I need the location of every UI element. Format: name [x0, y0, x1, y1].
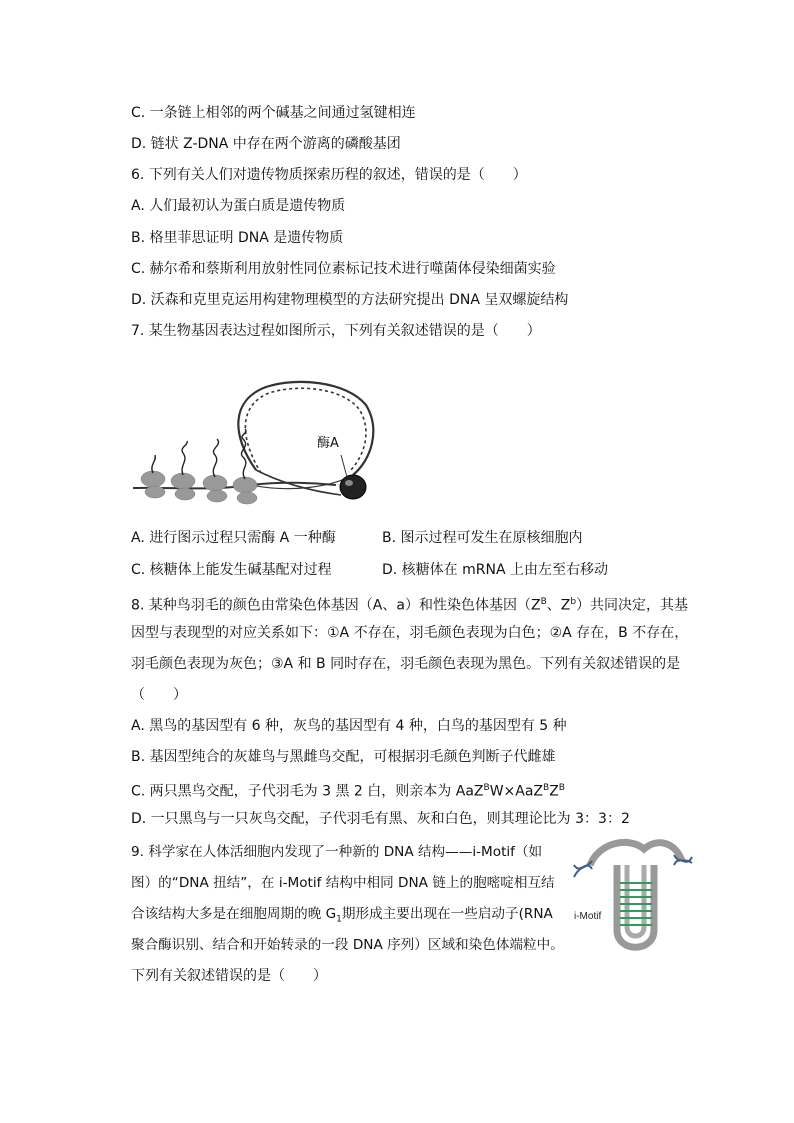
- q8-option-b: B. 基因型纯合的灰雄鸟与黑雌鸟交配，可根据羽毛颜色判断子代雌雄: [131, 749, 556, 765]
- q6-option-a: A. 人们最初认为蛋白质是遗传物质: [131, 198, 346, 214]
- q7-option-b: B. 图示过程可发生在原核细胞内: [382, 530, 583, 546]
- q6-option-d: D. 沃森和克里克运用构建物理模型的方法研究提出 DNA 呈双螺旋结构: [131, 292, 569, 308]
- q8-stem-line-1: 8. 某种鸟羽毛的颜色由常染色体基因（A、a）和性染色体基因（$Z^B$、$Z^b$）共同决定，其基: [131, 597, 689, 614]
- q8-stem-line-4: （ ）: [131, 687, 187, 703]
- q7-option-c: C. 核糖体上能发生碱基配对过程: [131, 562, 332, 578]
- i-motif-label: i-Motif: [574, 911, 602, 922]
- q9-stem-line-4: 聚合酶识别、结合和开始转录的一段 DNA 序列）区域和染色体端粒中。: [131, 937, 564, 953]
- q7-option-a: A. 进行图示过程只需酶 A 一种酶: [131, 530, 336, 546]
- q7-option-d: D. 核糖体在 mRNA 上由左至右移动: [382, 562, 608, 578]
- q6-option-b: B. 格里菲思证明 DNA 是遗传物质: [131, 230, 344, 246]
- q5-option-c: C. 一条链上相邻的两个碱基之间通过氢键相连: [131, 105, 416, 121]
- enzyme-a-label: 酶A: [317, 436, 339, 451]
- q8-stem-line-3: 羽毛颜色表现为灰色；③A 和 B 同时存在，羽毛颜色表现为黑色。下列有关叙述错误的是: [131, 656, 681, 672]
- q7-stem: 7. 某生物基因表达过程如图所示，下列有关叙述错误的是（ ）: [131, 323, 541, 339]
- q5-option-d: D. 链状 Z-DNA 中存在两个游离的磷酸基团: [131, 136, 401, 152]
- q8-option-c: C. 两只黑鸟交配，子代羽毛为 3 黑 2 白，则亲本为 $AaZ^BW\times AaZ^BZ^B$: [131, 783, 565, 800]
- q6-stem: 6. 下列有关人们对遗传物质探索历程的叙述，错误的是（ ）: [131, 167, 527, 183]
- i-motif-figure: [572, 835, 694, 965]
- gene-expression-figure: [131, 375, 386, 505]
- q9-stem-line-5: 下列有关叙述错误的是（ ）: [131, 968, 327, 984]
- q9-stem-line-2: 图）的“DNA 扭结”，在 i-Motif 结构中相同 DNA 链上的胞嘧啶相互结: [131, 875, 555, 891]
- q8-option-d: D. 一只黑鸟与一只灰鸟交配，子代羽毛有黑、灰和白色，则其理论比为 3：3：2: [131, 811, 630, 827]
- q9-stem-line-1: 9. 科学家在人体活细胞内发现了一种新的 DNA 结构——i-Motif（如: [131, 844, 543, 860]
- q8-option-a: A. 黑鸟的基因型有 6 种，灰鸟的基因型有 4 种，白鸟的基因型有 5 种: [131, 718, 567, 734]
- q9-stem-line-3: 合该结构大多是在细胞周期的晚 $G_1$期形成主要出现在一些启动子(RNA: [131, 906, 553, 925]
- q6-option-c: C. 赫尔希和蔡斯利用放射性同位素标记技术进行噬菌体侵染细菌实验: [131, 261, 556, 277]
- q8-stem-line-2: 因型与表现型的对应关系如下：①A 不存在，羽毛颜色表现为白色；②A 存在，B 不存在，: [131, 625, 689, 641]
